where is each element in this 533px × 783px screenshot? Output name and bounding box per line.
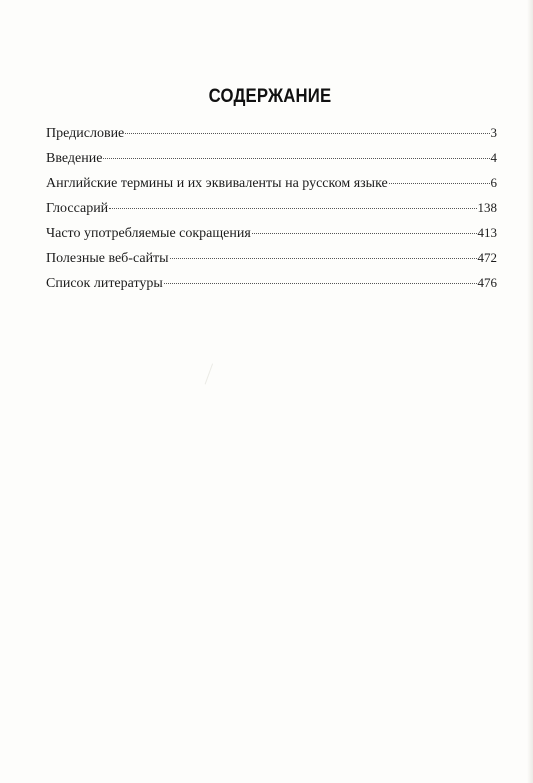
toc-page-number: 4 <box>490 150 497 165</box>
toc-page-number: 472 <box>477 250 497 265</box>
toc-page-number: 413 <box>477 225 497 240</box>
table-of-contents <box>46 120 497 295</box>
toc-page-number: 138 <box>477 200 497 215</box>
toc-entry-websites[interactable] <box>46 245 497 270</box>
paper-mark <box>205 363 225 388</box>
dot-leader <box>170 258 477 259</box>
dot-leader <box>389 183 490 184</box>
toc-entry-abbreviations[interactable] <box>46 220 497 245</box>
toc-entry-title: Список литературы <box>46 276 163 291</box>
toc-entry-title: Глоссарий <box>46 201 109 216</box>
toc-page-number: 3 <box>490 125 497 140</box>
toc-page-number: 476 <box>477 275 497 290</box>
toc-entry-terms[interactable] <box>46 170 497 195</box>
page-title: СОДЕРЖАНИЕ <box>208 86 332 107</box>
toc-entry-title: Введение <box>46 151 103 166</box>
toc-entry-title: Полезные веб-сайты <box>46 251 169 266</box>
toc-entry-glossary[interactable] <box>46 195 497 220</box>
page-edge-shadow <box>527 0 533 783</box>
dot-leader <box>109 208 476 209</box>
toc-entry-title: Предисловие <box>46 126 125 141</box>
toc-page-number: 6 <box>490 175 497 190</box>
toc-entry-preface[interactable] <box>46 120 497 145</box>
dot-leader <box>103 158 489 159</box>
toc-entry-references[interactable] <box>46 270 497 295</box>
toc-entry-title: Английские термины и их эквиваленты на русском языке <box>46 176 388 191</box>
dot-leader <box>125 133 489 134</box>
toc-entry-introduction[interactable] <box>46 145 497 170</box>
dot-leader <box>164 283 477 284</box>
toc-entry-title: Часто употребляемые сокращения <box>46 226 251 241</box>
dot-leader <box>252 233 477 234</box>
